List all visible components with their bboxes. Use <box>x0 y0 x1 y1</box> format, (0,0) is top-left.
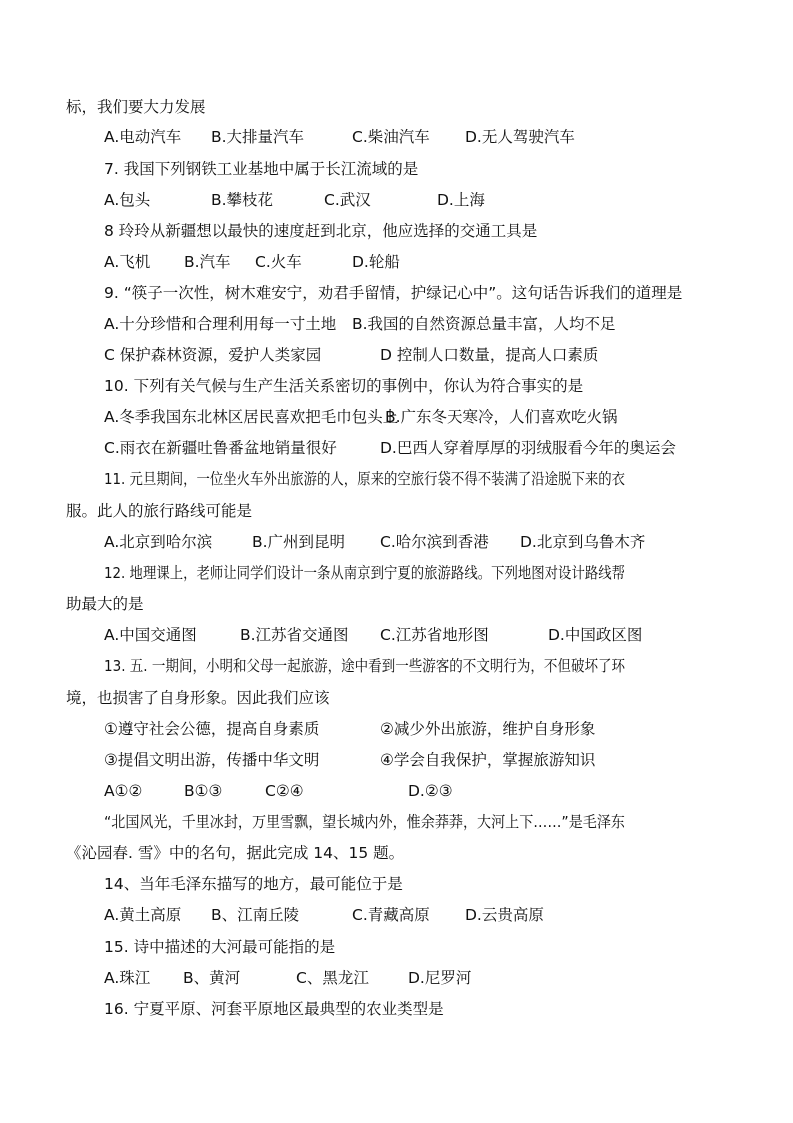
text-content: 15. 诗中描述的大河最可能指的是 <box>104 938 336 956</box>
answer-option: A.飞机 <box>104 253 151 271</box>
text-content: 13. 五. 一期间，小明和父母一起旅游，途中看到一些游客的不文明行为，不但破坏了环 <box>104 657 626 675</box>
answer-option: C.江苏省地形图 <box>380 626 489 644</box>
answer-option: C.柴油汽车 <box>352 128 430 146</box>
answer-option: D.巴西人穿着厚厚的羽绒服看今年的奥运会 <box>380 439 676 457</box>
text-content: 10. 下列有关气候与生产生活关系密切的事例中，你认为符合事实的是 <box>104 377 584 395</box>
answer-option: B.江苏省交通图 <box>240 626 349 644</box>
answer-option: C.火车 <box>255 253 302 271</box>
text-content: “北国风光，千里冰封，万里雪飘，望长城内外，惟余莽莽，大河上下……”是毛泽东 <box>104 813 625 831</box>
answer-option: B.攀枝花 <box>211 191 274 209</box>
answer-option: D.上海 <box>437 191 485 209</box>
text-content: 9. “筷子一次性，树木难安宁，劝君手留情，护绿记心中”。这句话告诉我们的道理是 <box>104 284 683 302</box>
answer-option: A.包头 <box>104 191 151 209</box>
text-content: 7. 我国下列钢铁工业基地中属于长江流域的是 <box>104 160 419 178</box>
text-content: 14、当年毛泽东描写的地方，最可能位于是 <box>104 875 403 893</box>
answer-option: C.雨衣在新疆吐鲁番盆地销量很好 <box>104 439 337 457</box>
answer-option: D.②③ <box>408 782 453 800</box>
answer-option: D.尼罗河 <box>408 969 472 987</box>
answer-option: B.汽车 <box>184 253 231 271</box>
answer-option: A.黄土高原 <box>104 906 182 924</box>
answer-option: A.珠江 <box>104 969 151 987</box>
answer-option: B①③ <box>184 782 223 800</box>
answer-option: B.广州到昆明 <box>252 533 346 551</box>
answer-option: C.武汉 <box>324 191 371 209</box>
answer-option: B.广东冬天寒冷，人们喜欢吃火锅 <box>385 408 618 426</box>
text-content: 16. 宁夏平原、河套平原地区最典型的农业类型是 <box>104 1000 444 1018</box>
text-content: 助最大的是 <box>66 595 144 613</box>
answer-option: A.北京到哈尔滨 <box>104 533 213 551</box>
answer-option: A.冬季我国东北林区居民喜欢把毛巾包头上 <box>104 408 399 426</box>
answer-option: A①② <box>104 782 143 800</box>
answer-option: C②④ <box>265 782 304 800</box>
answer-option: ④学会自我保护，掌握旅游知识 <box>380 751 596 769</box>
answer-option: B、黄河 <box>183 969 241 987</box>
answer-option: B.大排量汽车 <box>211 128 305 146</box>
answer-option: D.中国政区图 <box>548 626 643 644</box>
text-content: 境，也损害了自身形象。因此我们应该 <box>66 689 330 707</box>
answer-option: D.云贵高原 <box>465 906 544 924</box>
answer-option: D.轮船 <box>352 253 400 271</box>
answer-option: C.哈尔滨到香港 <box>380 533 489 551</box>
answer-option: A.中国交通图 <box>104 626 197 644</box>
answer-option: D.北京到乌鲁木齐 <box>520 533 646 551</box>
text-content: 12. 地理课上，老师让同学们设计一条从南京到宁夏的旅游路线。下列地图对设计路线帮 <box>104 564 626 582</box>
answer-option: ②减少外出旅游，维护自身形象 <box>380 720 596 738</box>
answer-option: B.我国的自然资源总量丰富，人均不足 <box>352 315 616 333</box>
answer-option: D 控制人口数量，提高人口素质 <box>380 346 599 364</box>
text-content: 服。此人的旅行路线可能是 <box>66 502 253 520</box>
text-content: 《沁园春. 雪》中的名句，据此完成 14、15 题。 <box>66 844 405 862</box>
text-content: 8 玲玲从新疆想以最快的速度赶到北京，他应选择的交通工具是 <box>104 222 538 240</box>
answer-option: A.十分珍惜和合理利用每一寸土地 <box>104 315 337 333</box>
text-content: 11. 元旦期间，一位坐火车外出旅游的人，原来的空旅行袋不得不装满了沿途脱下来的衣 <box>104 470 626 488</box>
answer-option: ①遵守社会公德，提高自身素质 <box>104 720 320 738</box>
answer-option: C、黑龙江 <box>296 969 369 987</box>
answer-option: C.青藏高原 <box>352 906 430 924</box>
answer-option: B、江南丘陵 <box>211 906 300 924</box>
text-content: 标，我们要大力发展 <box>66 98 206 116</box>
answer-option: A.电动汽车 <box>104 128 182 146</box>
answer-option: D.无人驾驶汽车 <box>465 128 575 146</box>
answer-option: ③提倡文明出游，传播中华文明 <box>104 751 320 769</box>
answer-option: C 保护森林资源，爱护人类家园 <box>104 346 322 364</box>
